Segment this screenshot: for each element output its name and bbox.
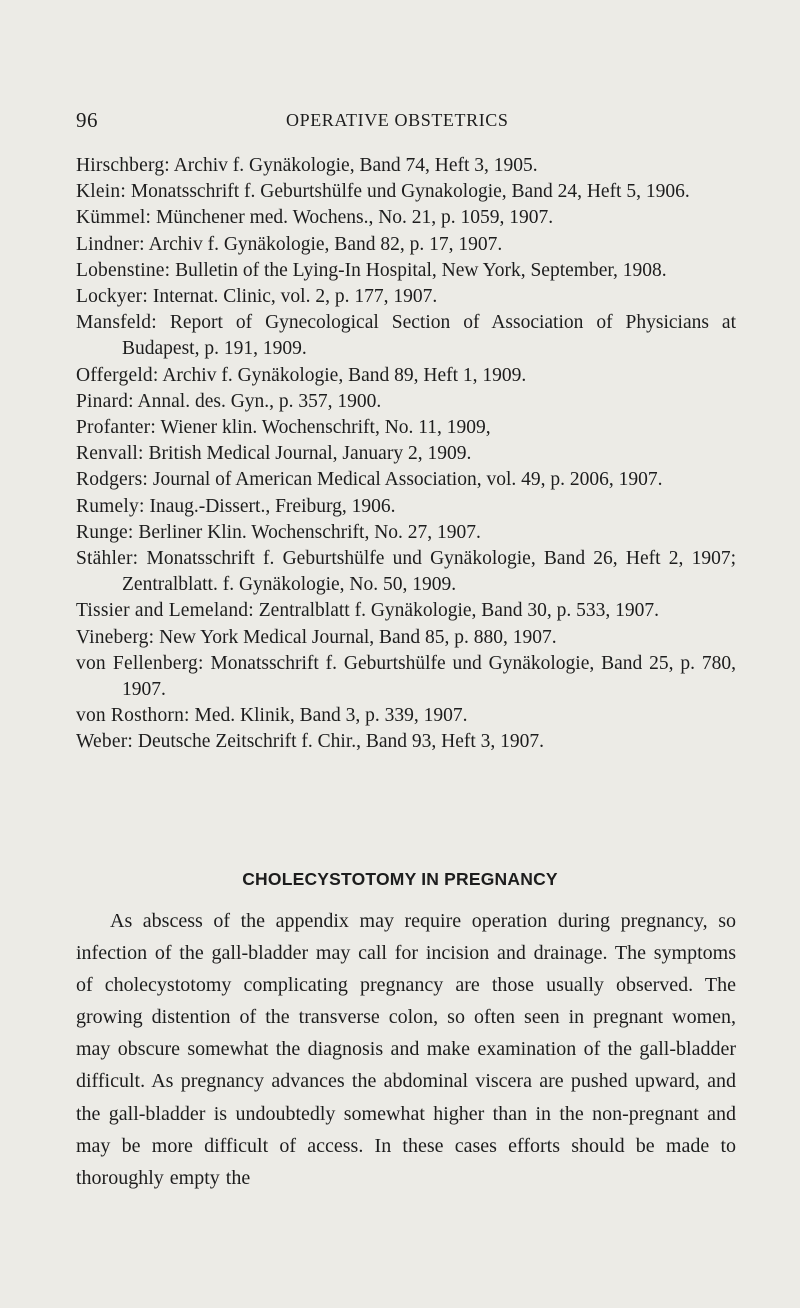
reference-author: Lockyer: xyxy=(76,286,148,308)
reference-entry xyxy=(76,467,736,493)
reference-author: von Rosthorn: xyxy=(76,705,190,727)
reference-list xyxy=(76,153,736,756)
reference-citation: Report of Gynecological Section of Association of Physicians at Budapest, p. 191, 1909. xyxy=(122,312,736,360)
reference-author: Lobenstine: xyxy=(76,259,171,281)
reference-author: Kümmel: xyxy=(76,207,152,229)
reference-author: von Fellenberg: xyxy=(76,652,204,674)
reference-citation: Archiv f. Gynäkologie, Band 89, Heft 1, 1909. xyxy=(162,364,527,386)
reference-citation: Bulletin of the Lying-In Hospital, New York, September, 1908. xyxy=(175,259,667,281)
section-heading: CHOLECYSTOTOMY IN PREGNANCY xyxy=(242,869,558,889)
reference-entry xyxy=(76,258,736,284)
reference-entry xyxy=(76,284,736,310)
reference-author: Runge: xyxy=(76,521,134,543)
reference-entry xyxy=(76,232,736,258)
reference-citation: Journal of American Medical Association, vol. 49, p. 2006, 1907. xyxy=(152,469,663,491)
reference-citation: Monatsschrift f. Geburtshülfe und Gynäkologie, Band 26, Heft 2, 1907; Zentralblatt. f. Gynäkologie, No. 50, 1909. xyxy=(122,548,736,596)
reference-author: Profanter: xyxy=(76,417,156,439)
reference-author: Tissier and Lemeland: xyxy=(76,600,254,622)
reference-entry xyxy=(76,153,736,179)
reference-citation: Inaug.-Dissert., Freiburg, 1906. xyxy=(149,495,396,517)
reference-entry xyxy=(76,205,736,231)
reference-citation: Münchener med. Wochens., No. 21, p. 1059, 1907. xyxy=(155,207,554,229)
reference-entry xyxy=(76,494,736,520)
reference-citation: Internat. Clinic, vol. 2, p. 177, 1907. xyxy=(152,286,438,308)
reference-citation: Med. Klinik, Band 3, p. 339, 1907. xyxy=(194,705,468,727)
reference-author: Lindner: xyxy=(76,233,145,255)
reference-entry xyxy=(76,415,736,441)
reference-entry xyxy=(76,520,736,546)
reference-citation: Annal. des. Gyn., p. 357, 1900. xyxy=(137,390,382,412)
reference-citation: Wiener klin. Wochenschrift, No. 11, 1909, xyxy=(160,417,491,439)
reference-author: Renvall: xyxy=(76,443,144,465)
reference-citation: New York Medical Journal, Band 85, p. 880, 1907. xyxy=(159,626,557,648)
reference-citation: Zentralblatt f. Gynäkologie, Band 30, p. 533, 1907. xyxy=(258,600,659,622)
reference-author: Vineberg: xyxy=(76,626,155,648)
reference-citation: Archiv f. Gynäkologie, Band 82, p. 17, 1907. xyxy=(148,233,503,255)
reference-entry xyxy=(76,546,736,598)
reference-entry xyxy=(76,179,736,205)
reference-author: Weber: xyxy=(76,731,134,753)
reference-entry xyxy=(76,651,736,703)
reference-author: Pinard: xyxy=(76,390,134,412)
body-paragraph: As abscess of the appendix may require operation during pregnancy, so infection of the gall-bladder may call for incision and drainage. The symptoms of cholecystotomy complicating pregnancy are those usually observed. The growing distention of the transverse colon, so often seen in pregnant women, may obscure somewhat the diagnosis and make examination of the gall-bladder difficult. As pregnancy advances the abdominal viscera are pushed upward, and the gall-bladder is undoubtedly somewhat higher than in the non-pregnant and may be more difficult of access. In these cases efforts should be made to thoroughly empty the xyxy=(76,910,736,1189)
reference-author: Rodgers: xyxy=(76,469,149,491)
reference-citation: Monatsschrift f. Geburtshülfe und Gynakologie, Band 24, Heft 5, 1906. xyxy=(130,181,690,203)
reference-entry xyxy=(76,729,736,755)
reference-citation: Monatsschrift f. Geburtshülfe und Gynäkologie, Band 25, p. 780, 1907. xyxy=(122,652,736,701)
reference-entry xyxy=(76,310,736,362)
reference-entry xyxy=(76,363,736,389)
reference-citation: Deutsche Zeitschrift f. Chir., Band 93, Heft 3, 1907. xyxy=(137,731,545,753)
reference-author: Klein: xyxy=(76,181,126,203)
reference-author: Hirschberg: xyxy=(76,155,170,176)
reference-citation: Berliner Klin. Wochenschrift, No. 27, 1907. xyxy=(138,521,481,543)
running-head: OPERATIVE OBSTETRICS xyxy=(286,110,509,130)
reference-entry xyxy=(76,389,736,415)
page-header xyxy=(76,108,722,138)
reference-entry xyxy=(76,625,736,651)
reference-entry xyxy=(76,703,736,729)
reference-citation: British Medical Journal, January 2, 1909. xyxy=(148,443,472,465)
reference-author: Offergeld: xyxy=(76,364,159,386)
page-number: 96 xyxy=(76,108,98,132)
reference-author: Rumely: xyxy=(76,495,145,517)
reference-author: Stähler: xyxy=(76,548,139,570)
reference-entry xyxy=(76,441,736,467)
reference-entry xyxy=(76,598,736,624)
reference-author: Mansfeld: xyxy=(76,312,157,334)
reference-citation: Archiv f. Gynäkologie, Band 74, Heft 3, 1905. xyxy=(173,155,538,176)
